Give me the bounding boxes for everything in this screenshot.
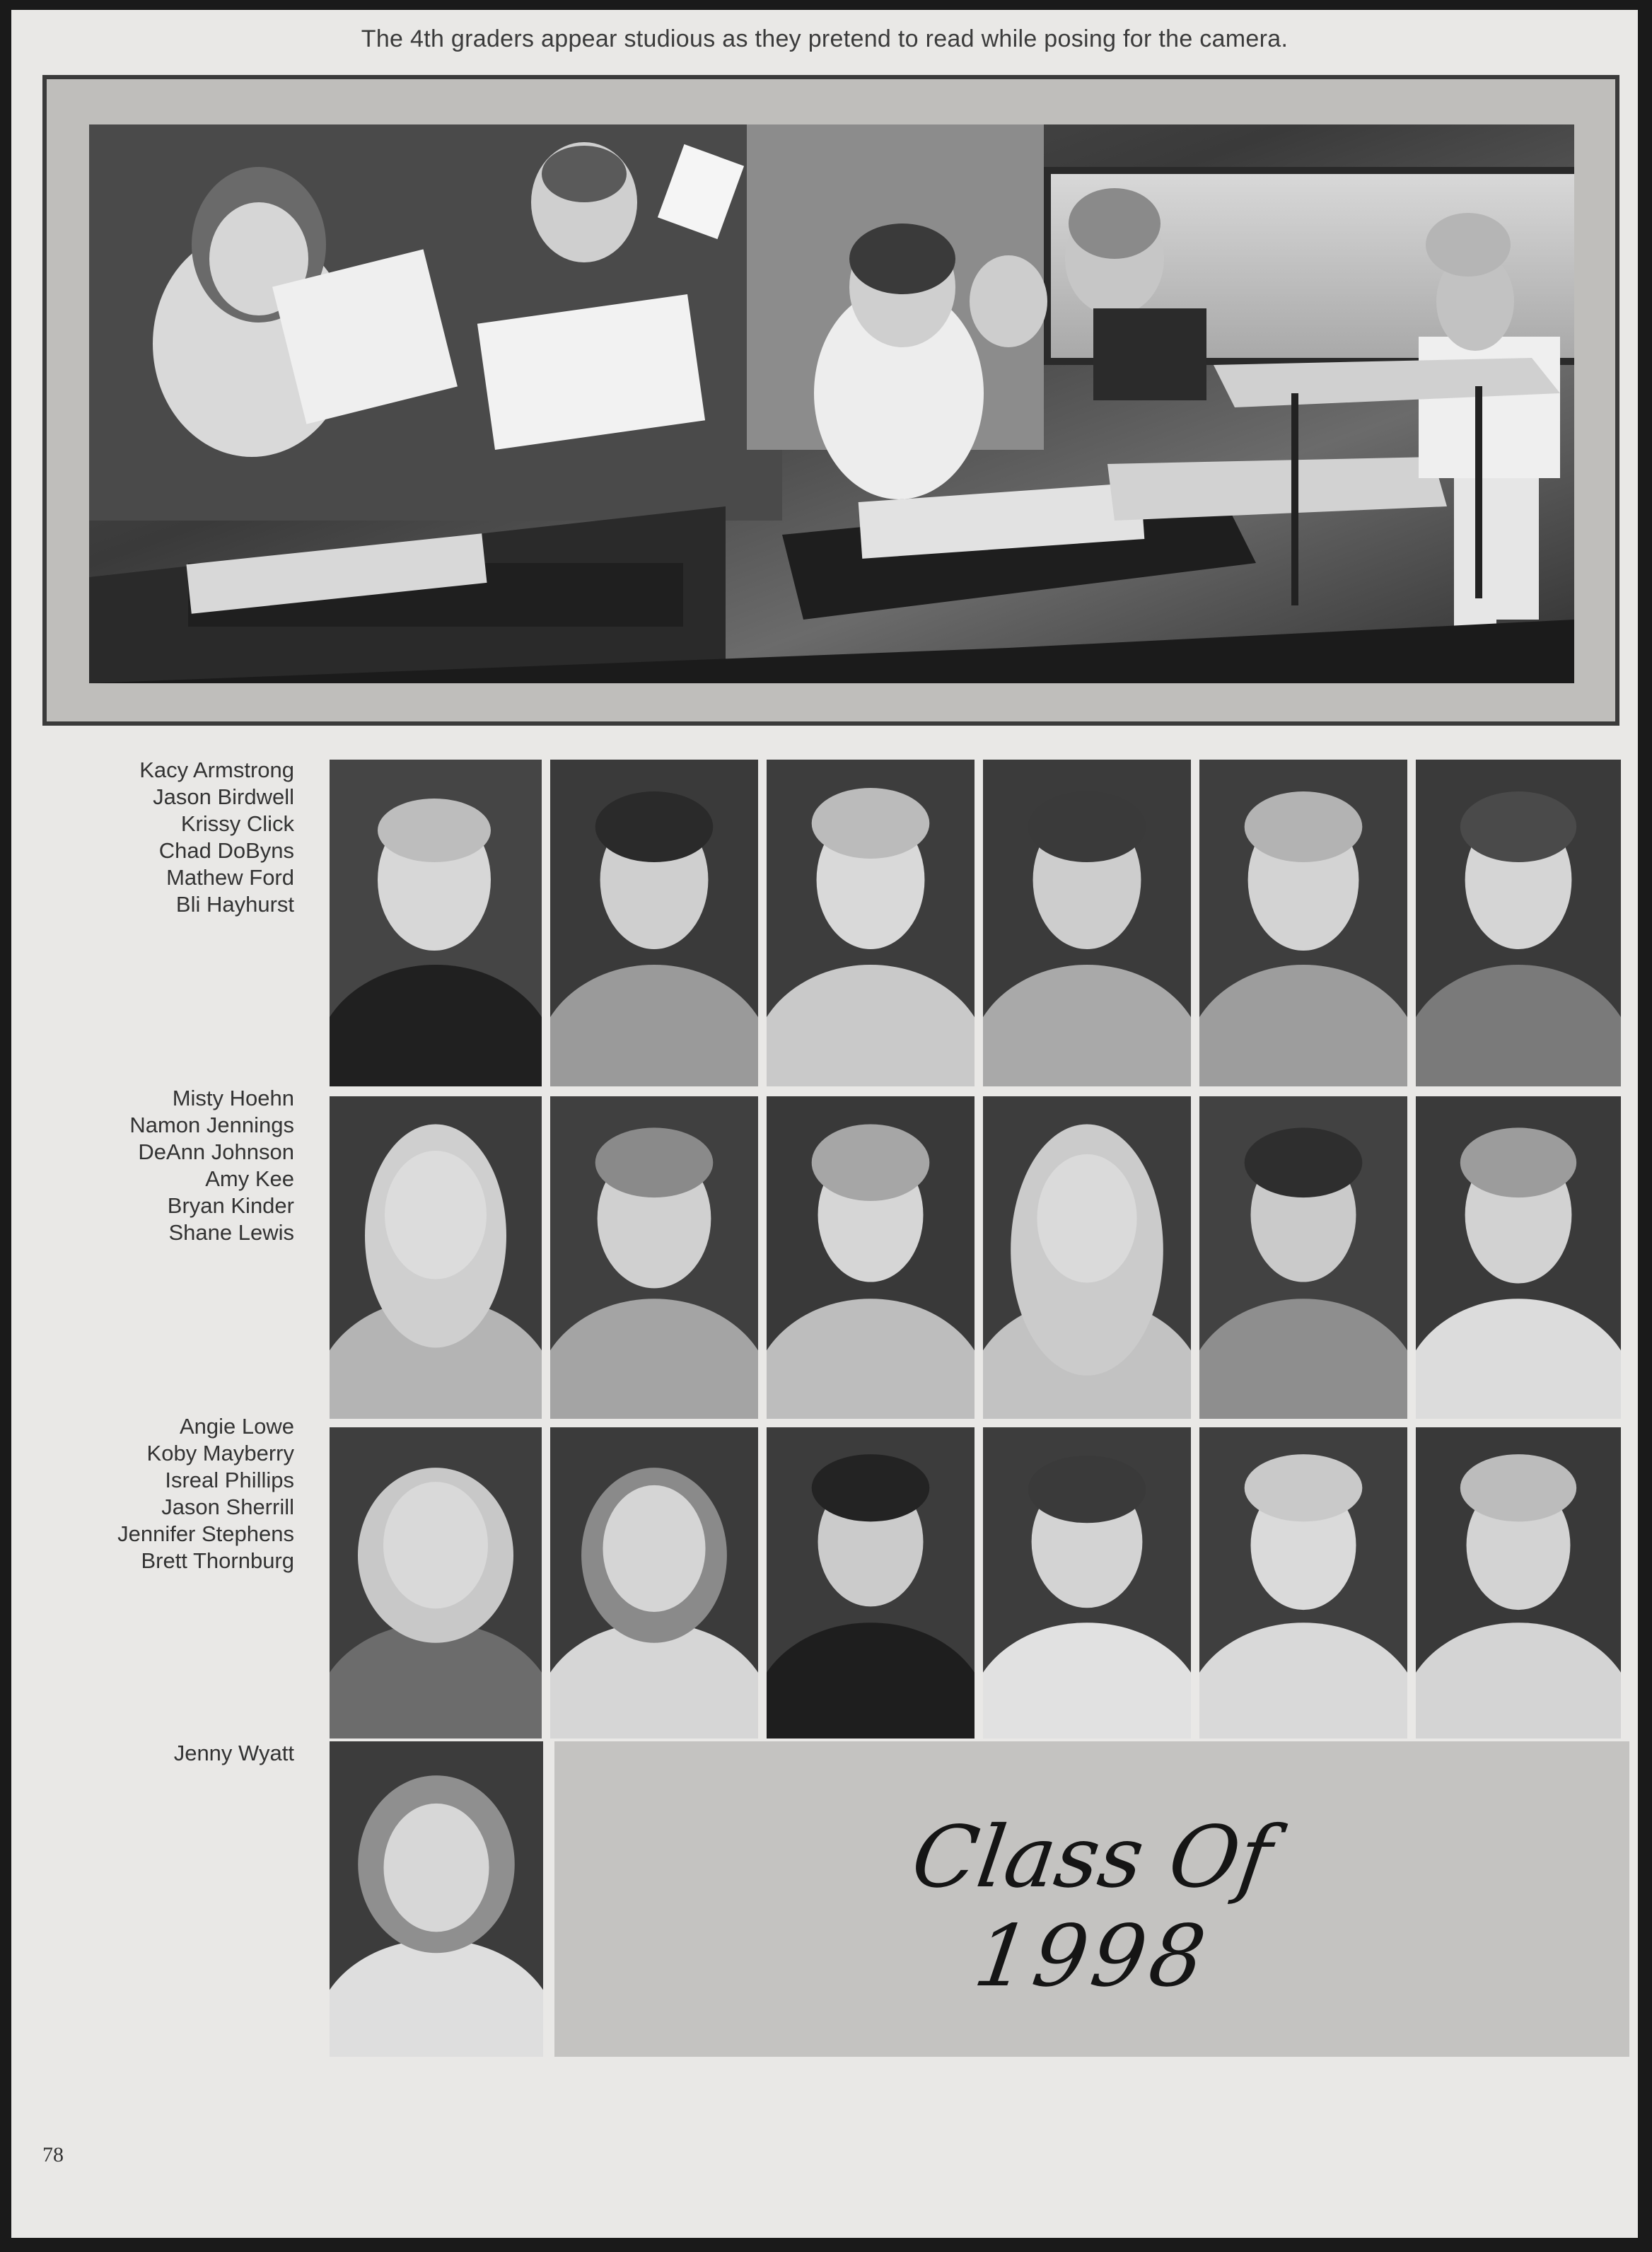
- student-name: Isreal Phillips: [165, 1468, 294, 1492]
- class-banner: [554, 1741, 1629, 2057]
- banner-title: Class Of: [906, 1809, 1278, 1907]
- page-number: 78: [42, 2143, 64, 2166]
- student-name: Angie Lowe: [179, 1414, 294, 1439]
- student-portrait: [1416, 1427, 1621, 1739]
- student-portrait: [1199, 1096, 1407, 1419]
- student-name: DeAnn Johnson: [138, 1139, 294, 1164]
- classroom-scene: [89, 124, 1574, 683]
- student-portrait: [550, 1427, 758, 1739]
- classroom-photo: [89, 124, 1574, 683]
- names-row-3: [11, 1413, 294, 1574]
- student-name: Namon Jennings: [129, 1113, 294, 1137]
- student-name: Jason Sherrill: [161, 1494, 294, 1519]
- student-name: Misty Hoehn: [172, 1086, 294, 1110]
- names-row-4: [11, 1740, 294, 1767]
- student-portrait: [330, 1741, 543, 2057]
- student-name: Krissy Click: [180, 811, 294, 836]
- student-portrait: [330, 760, 542, 1086]
- banner-year: 1998: [968, 1908, 1216, 2006]
- student-name: Chad DoByns: [158, 838, 294, 863]
- student-portrait: [1416, 760, 1621, 1086]
- student-name: Jennifer Stephens: [117, 1521, 294, 1546]
- student-portrait: [550, 1096, 758, 1419]
- student-portrait: [767, 760, 975, 1086]
- student-portrait: [767, 1427, 975, 1739]
- student-portrait: [330, 1427, 542, 1739]
- classroom-photo-frame: [42, 75, 1619, 726]
- names-row-2: [11, 1085, 294, 1246]
- student-portrait: [330, 1096, 542, 1419]
- student-name: Koby Mayberry: [146, 1441, 294, 1465]
- photo-mat: [47, 79, 1615, 721]
- student-portrait: [983, 1427, 1191, 1739]
- student-name: Brett Thornburg: [141, 1548, 294, 1573]
- student-portrait: [1199, 760, 1407, 1086]
- student-name: Shane Lewis: [168, 1220, 294, 1245]
- student-name: Kacy Armstrong: [139, 758, 294, 782]
- student-name: Bli Hayhurst: [175, 892, 294, 917]
- student-portrait: [1416, 1096, 1621, 1419]
- student-name: Jenny Wyatt: [173, 1741, 294, 1765]
- student-portrait: [767, 1096, 975, 1419]
- student-name: Bryan Kinder: [167, 1193, 294, 1218]
- photo-caption: The 4th graders appear studious as they pretend to read while posing for the camera.: [361, 25, 1289, 52]
- student-name: Mathew Ford: [166, 865, 294, 890]
- student-portrait: [550, 760, 758, 1086]
- student-portrait: [1199, 1427, 1407, 1739]
- student-portrait: [983, 760, 1191, 1086]
- names-row-1: [11, 757, 294, 918]
- student-portrait: [983, 1096, 1191, 1419]
- student-name: Amy Kee: [205, 1166, 294, 1191]
- yearbook-page: [11, 10, 1638, 2238]
- student-name: Jason Birdwell: [153, 784, 294, 809]
